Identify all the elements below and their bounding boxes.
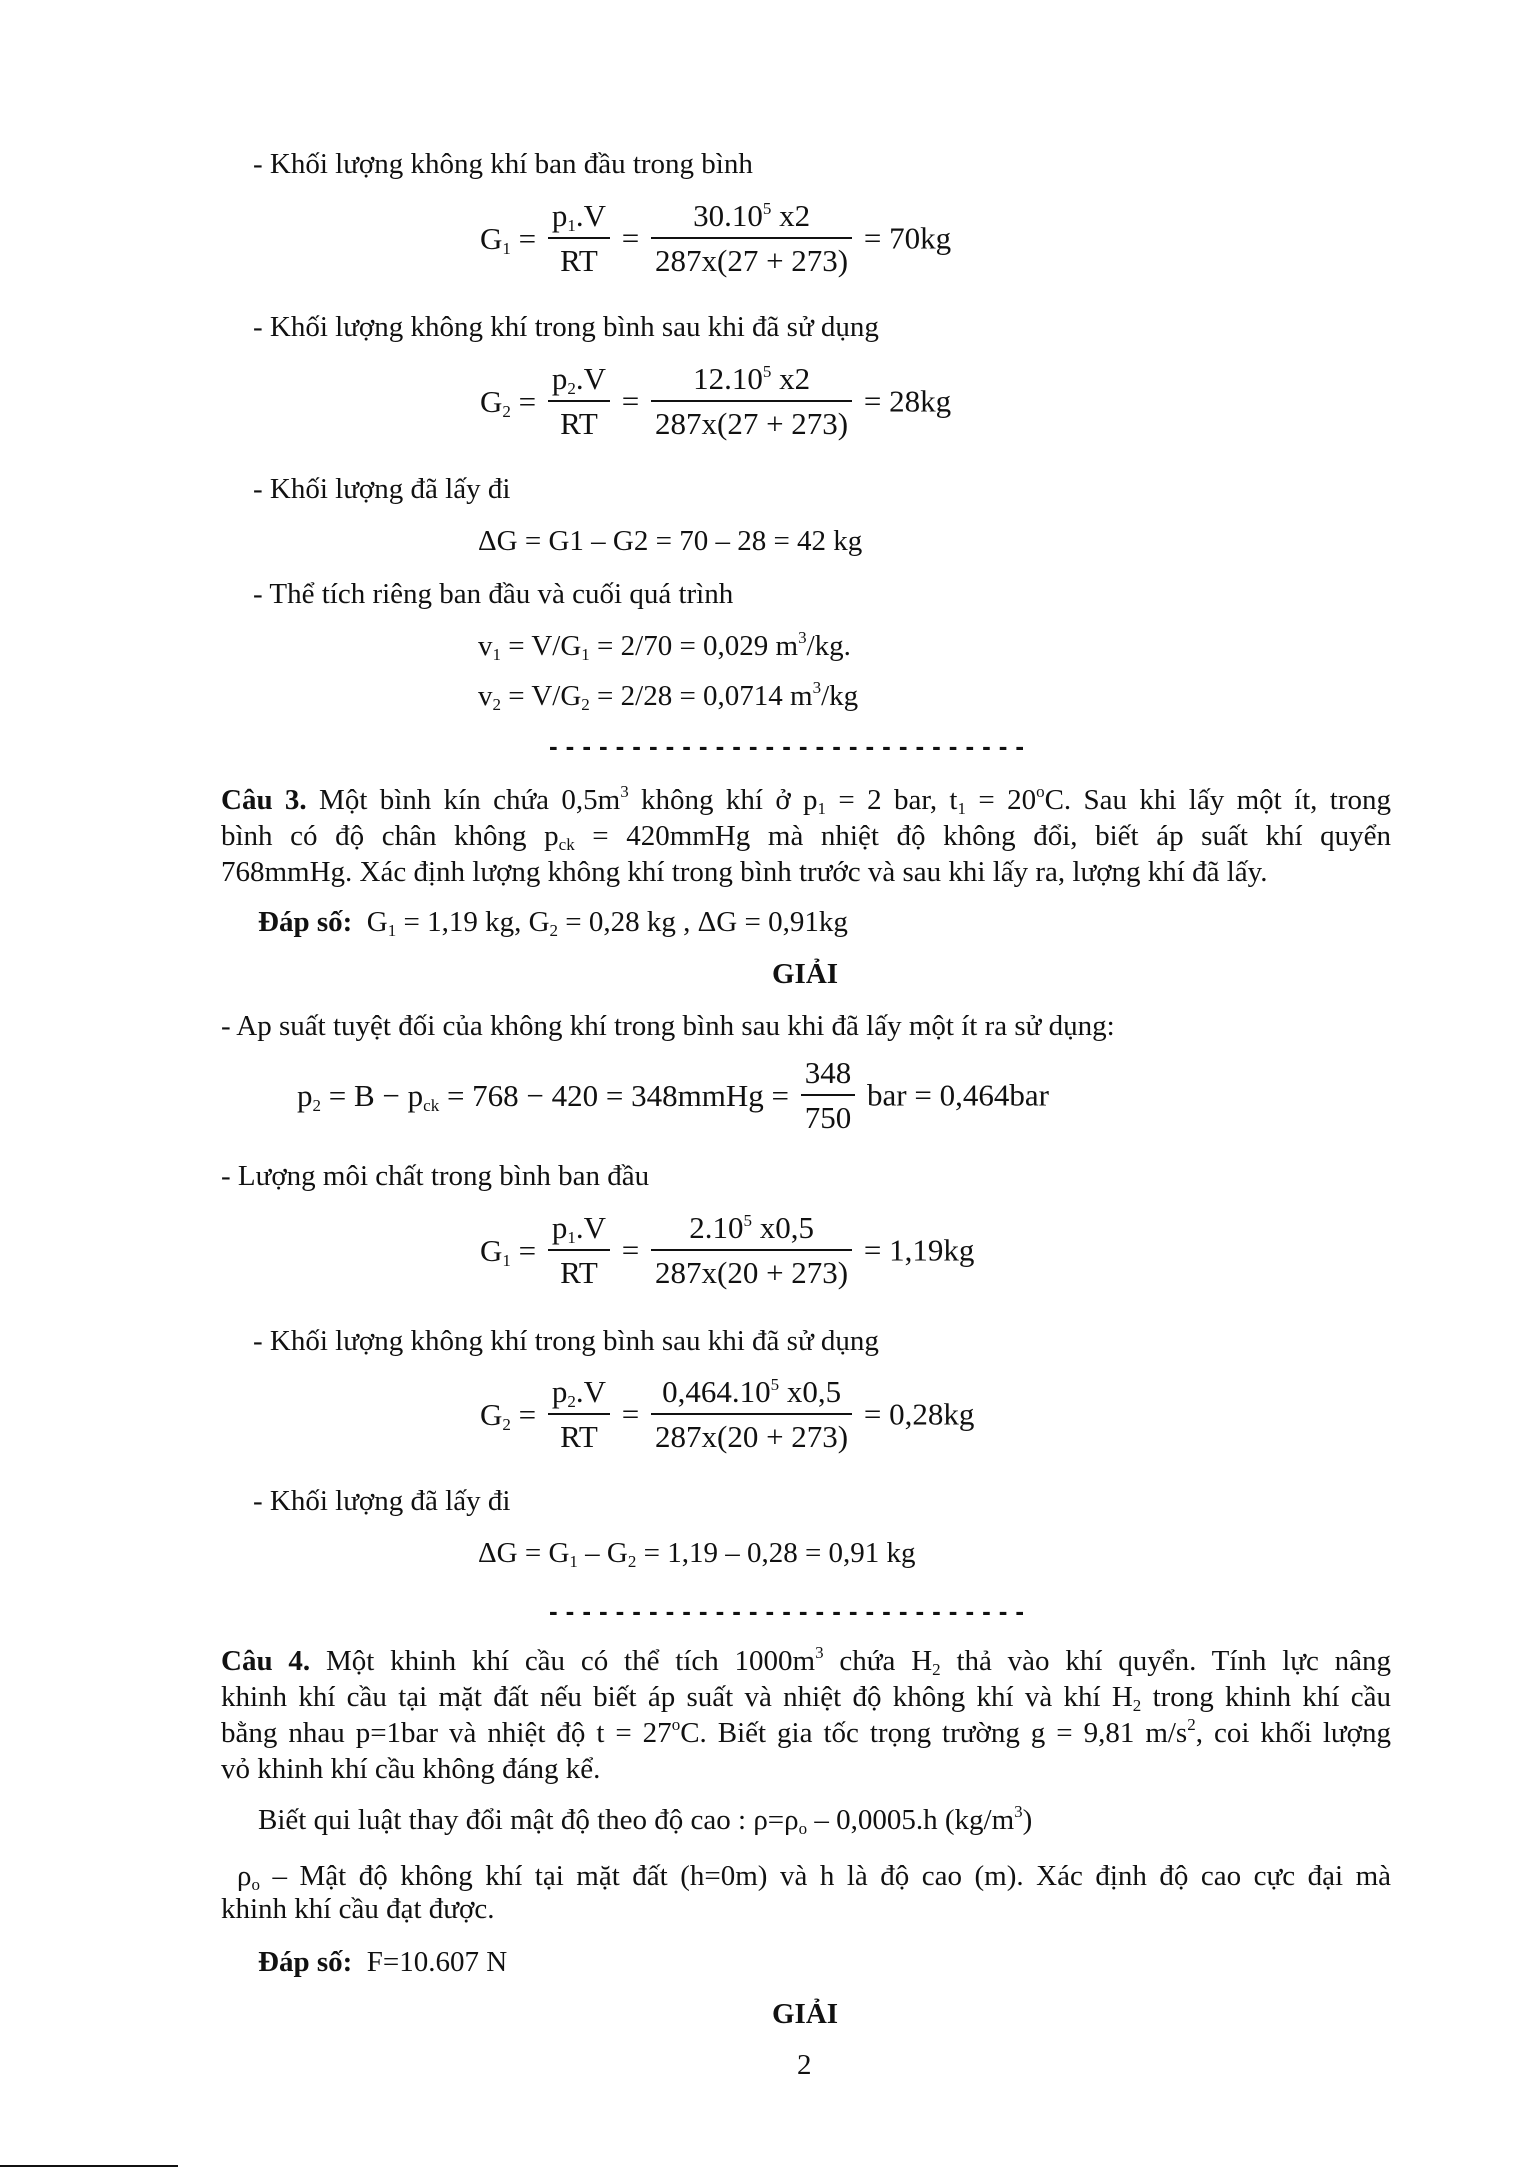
step-remaining-mass-label: - Khối lượng không khí trong bình sau khi đã sử dụng — [253, 311, 879, 343]
cau4-density-law: Biết qui luật thay đổi mật độ theo độ cao : $\rho=\rho_o - 0,0005.h$ $(kg/m^3)$ — [258, 1802, 1033, 1838]
cau4-answer: Đáp số: F=10.607 N — [258, 1946, 508, 1978]
cau4-problem-line-4: vỏ khinh khí cầu không đáng kể. — [221, 1753, 601, 1785]
section-divider: ----------------------------- — [549, 731, 1033, 761]
cau3-step-initial-mass: - Lượng môi chất trong bình ban đầu — [221, 1160, 650, 1192]
cau3-step-removed-mass: - Khối lượng đã lấy đi — [253, 1485, 511, 1517]
cau4-problem-line-3: bằng nhau p=1bar và nhiệt độ $t = 27^oC$. Biết gia tốc trọng trường g = 9,81 $m/s^2$, coi khối lượng — [221, 1715, 1391, 1749]
step-specific-volume-label: - Thể tích riêng ban đầu và cuối quá trình — [253, 578, 734, 610]
cau3-equation-g1: $G_1$ = $\frac{p_1.V}{RT}$ = $\frac{2.10^5 x0,5}{287x(20 + 273)}$ = 1,19kg — [480, 1210, 975, 1290]
cau3-answer: Đáp số: $G_1 = 1,19$ kg, $G_2 = 0,28$ kg , ΔG = 0,91kg — [258, 906, 848, 940]
cau4-solution-heading: GIẢI — [772, 1998, 839, 2030]
cau3-step-absolute-pressure: - Ap suất tuyệt đối của không khí trong bình sau khi đã lấy một ít ra sử dụng: — [221, 1010, 1115, 1042]
footer-rule — [0, 2165, 178, 2167]
equation-g2-remaining: $G_2$ = $\frac{p_2.V}{RT}$ = $\frac{12.10^5 x2}{287x(27 + 273)}$ = 28kg — [480, 361, 952, 441]
equation-v1: $v_1 = V/G_1 = 2/70 = 0,029$ $m^3/kg$. — [478, 628, 851, 664]
cau3-equation-delta-g: $\Delta G = G_1 - G_2 = 1,19 - 0,28 = 0,91$ kg — [478, 1537, 916, 1571]
cau4-rho-definition-line-1: $\rho_o$ – Mật độ không khí tại mặt đất (h=0m) và h là độ cao (m). Xác định độ cao cực đại mà — [237, 1860, 1391, 1894]
page-number: 2 — [797, 2049, 812, 2081]
cau4-problem-line-2: khinh khí cầu tại mặt đất nếu biết áp suất và nhiệt độ không khí và khí $H_2$ trong khinh khí cầu — [221, 1681, 1391, 1715]
cau3-problem-line-3: 768mmHg. Xác định lượng không khí trong bình trước và sau khi lấy ra, lượng khí đã lấy. — [221, 856, 1268, 888]
step-initial-mass-label: - Khối lượng không khí ban đầu trong bình — [253, 148, 753, 180]
cau4-problem-line-1: Câu 4. Một khinh khí cầu có thể tích $1000m^3$ chứa $H_2$ thả vào khí quyển. Tính lực nâng — [221, 1643, 1392, 1679]
cau3-equation-g2: $G_2$ = $\frac{p_2.V}{RT}$ = $\frac{0,464.10^5 x0,5}{287x(20 + 273)}$ = 0,28kg — [480, 1374, 975, 1454]
cau3-problem-line-2: bình có độ chân không $p_{ck}$ = 420mmHg mà nhiệt độ không đổi, biết áp suất khí quyển — [221, 820, 1391, 854]
equation-g1-initial: $G_1$ = $\frac{p_1.V}{RT}$ = $\frac{30.10^5 x2}{287x(27 + 273)}$ = 70kg — [480, 198, 952, 278]
equation-v2: $v_2 = V/G_2 = 2/28 = 0,0714$ $m^3/kg$ — [478, 678, 859, 714]
cau3-solution-heading: GIẢI — [772, 958, 839, 990]
step-removed-mass-label: - Khối lượng đã lấy đi — [253, 473, 511, 505]
equation-delta-g: ΔG = G1 – G2 = 70 – 28 = 42 kg — [478, 525, 863, 557]
section-divider-2: ----------------------------- — [549, 1596, 1033, 1626]
cau3-problem-line-1: Câu 3. Một bình kín chứa $0,5m^3$ không khí ở $p_1 = 2$ bar, $t_1 = 20^oC$. Sau khi lấy một ít, trong — [221, 782, 1391, 818]
cau4-rho-definition-line-2: khinh khí cầu đạt được. — [221, 1893, 495, 1925]
cau3-step-remaining-mass: - Khối lượng không khí trong bình sau khi đã sử dụng — [253, 1325, 879, 1357]
equation-p2: $p_2 = B - p_{ck} = 768 - 420$ = 348mmHg = $\frac{348}{750}$ bar = 0,464bar — [297, 1055, 1049, 1135]
